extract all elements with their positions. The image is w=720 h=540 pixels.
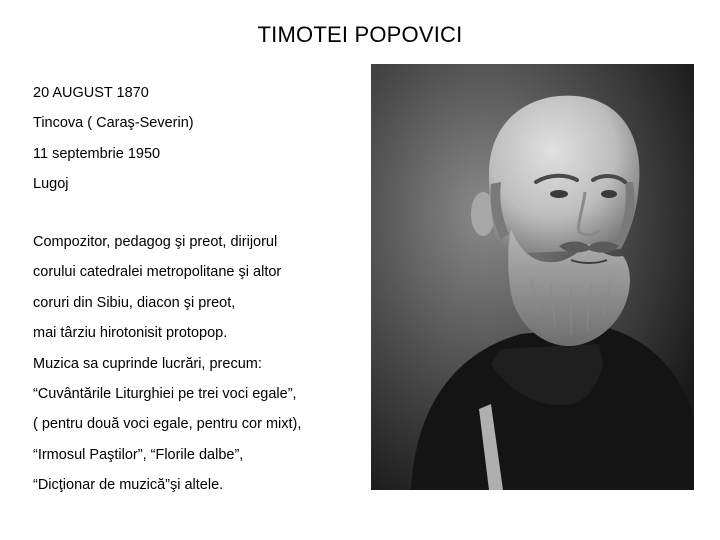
biography-line: ( pentru două voci egale, pentru cor mixt), [33, 416, 302, 433]
biography-line: Muzica sa cuprinde lucrări, precum: [33, 355, 262, 372]
death-place: Lugoj [33, 176, 69, 193]
biography-line: “Cuvântările Liturghiei pe trei voci egale”, [33, 385, 297, 402]
birth-place: Tincova ( Caraş-Severin) [33, 115, 194, 132]
biography-line: Compozitor, pedagog şi preot, dirijorul [33, 234, 278, 250]
biography-line: mai târziu hirotonisit protopop. [33, 325, 228, 342]
biography-line: “Irmosul Paştilor”, “Florile dalbe”, [33, 446, 244, 463]
biography-text [33, 233, 373, 507]
death-date: 11 septembrie 1950 [33, 145, 161, 162]
slide-title: TIMOTEI POPOVICI [257, 22, 463, 47]
biography-line: “Dicţionar de muzică”şi altele. [33, 477, 224, 494]
birth-date: 20 AUGUST 1870 [33, 85, 149, 101]
biography-line: coruri din Sibiu, diacon şi preot, [33, 294, 236, 311]
portrait-photo [371, 64, 694, 490]
life-facts [33, 84, 373, 206]
biography-line: corului catedralei metropolitane şi altor [33, 264, 282, 281]
portrait-illustration [371, 64, 694, 490]
